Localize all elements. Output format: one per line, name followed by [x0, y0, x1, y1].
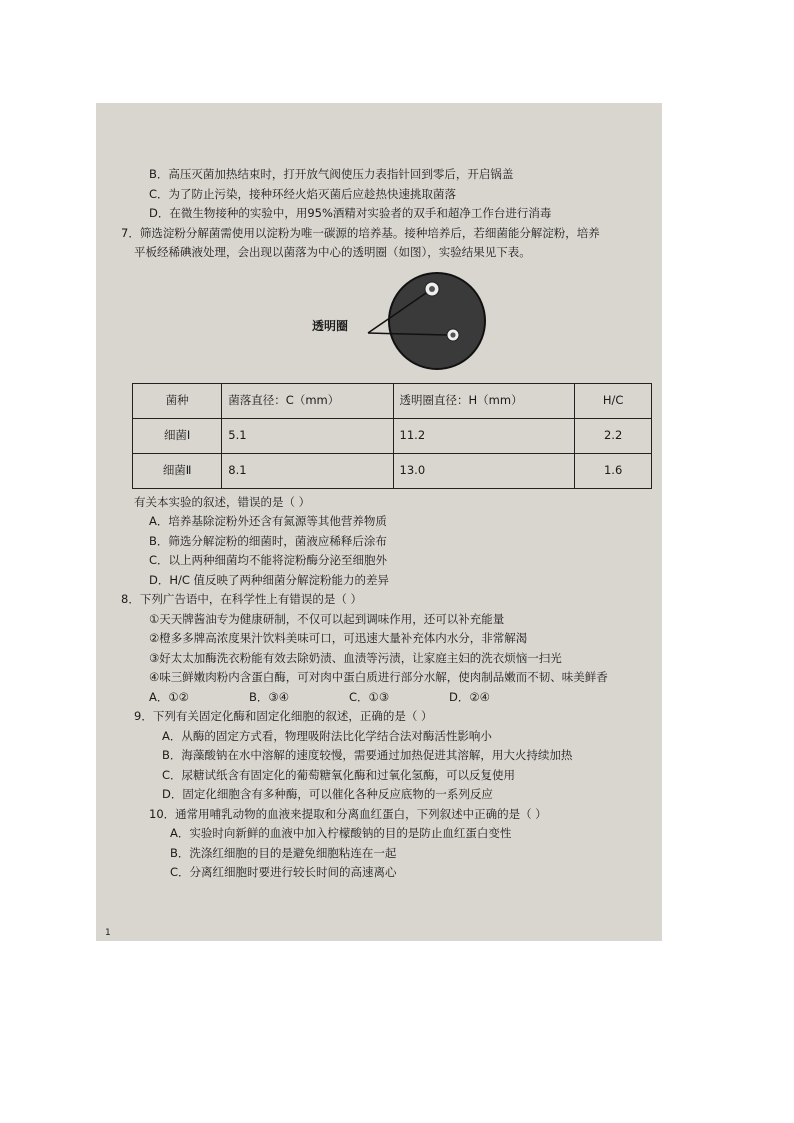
table-row: [133, 453, 652, 488]
petri-dish-diagram: [134, 269, 654, 379]
q10-option-b: B．洗涤红细胞的目的是避免细胞粘连在一起: [170, 845, 397, 860]
q7-figure: [134, 269, 654, 379]
q9-option-a: A．从酶的固定方式看，物理吸附法比化学结合法对酶活性影响小: [162, 728, 492, 743]
q7-question: 有关本实验的叙述，错误的是（ ）: [134, 494, 311, 509]
q6-option-d: D．在微生物接种的实验中，用95%酒精对实验者的双手和超净工作台进行消毒: [149, 206, 552, 220]
exam-page: [96, 103, 662, 941]
colony-1: [429, 286, 435, 292]
table-header: 透明圈直径：H（mm）: [393, 383, 575, 418]
q7-option-d: D．H/C 值反映了两种细菌分解淀粉能力的差异: [149, 572, 390, 587]
figure-label: 透明圈: [312, 318, 349, 333]
table-cell: 5.1: [222, 418, 393, 453]
table-cell: 13.0: [393, 453, 575, 488]
page-number: 1: [105, 928, 111, 938]
q8-option-c: C．①③: [349, 689, 390, 704]
q8-option-a: A．①②: [149, 689, 189, 704]
q8-item-3: ③好太太加酶洗衣粉能有效去除奶渍、血渍等污渍，让家庭主妇的洗衣烦恼一扫光: [149, 650, 562, 665]
q6-option-b: B．高压灭菌加热结束时，打开放气阀使压力表指针回到零后，开启锅盖: [149, 167, 514, 181]
table-header: 菌落直径：C（mm）: [222, 383, 393, 418]
q8-option-b: B．③④: [249, 689, 290, 704]
q10-option-c: C．分离红细胞时要进行较长时间的高速离心: [170, 865, 397, 879]
table-cell: 2.2: [575, 418, 652, 453]
q9-option-d: D．固定化细胞含有多种酶，可以催化各种反应底物的一系列反应: [162, 787, 493, 801]
table-header: 菌种: [133, 383, 222, 418]
q8-stem: 8．下列广告语中，在科学性上有错误的是（ ）: [121, 592, 362, 606]
results-table: [132, 383, 652, 489]
q7-option-c: C．以上两种细菌均不能将淀粉酶分泌至细胞外: [149, 553, 388, 567]
q7-option-b: B．筛选分解淀粉的细菌时，菌液应稀释后涂布: [149, 533, 387, 548]
q9-option-c: C．尿糖试纸含有固定化的葡萄糖氧化酶和过氧化氢酶，可以反复使用: [162, 767, 516, 782]
q8-options: [134, 688, 654, 708]
q8-item-1: ①天天牌酱油专为健康研制，不仅可以起到调味作用，还可以补充能量: [149, 611, 505, 626]
table-cell: 11.2: [393, 418, 575, 453]
q9-option-b: B．海藻酸钠在水中溶解的速度较慢，需要通过加热促进其溶解，用大火持续加热: [162, 748, 573, 762]
table-row: [133, 418, 652, 453]
q7-stem-line1: 7．筛选淀粉分解菌需使用以淀粉为唯一碳源的培养基。接种培养后，若细菌能分解淀粉，培养: [121, 225, 600, 240]
q8-option-d: D．②④: [449, 689, 490, 704]
table-header-row: [133, 383, 652, 418]
table-cell: 8.1: [222, 453, 393, 488]
table-cell: 细菌Ⅰ: [133, 418, 222, 453]
q8-item-4: ④味三鲜嫩肉粉内含蛋白酶，可对肉中蛋白质进行部分水解，使肉制品嫩而不韧、味美鲜香: [149, 670, 608, 684]
table-cell: 1.6: [575, 453, 652, 488]
q7-option-a: A．培养基除淀粉外还含有氮源等其他营养物质: [149, 514, 387, 528]
table-header: H/C: [575, 383, 652, 418]
q7-stem-line2: 平板经稀碘液处理，会出现以菌落为中心的透明圈（如图），实验结果见下表。: [134, 245, 531, 259]
q6-option-c: C．为了防止污染，接种环经火焰灭菌后应趁热快速挑取菌落: [149, 186, 457, 201]
q10-option-a: A．实验时向新鲜的血液中加入柠檬酸钠的目的是防止血红蛋白变性: [170, 826, 512, 840]
table-cell: 细菌Ⅱ: [133, 453, 222, 488]
q8-item-2: ②橙多多牌高浓度果汁饮料美味可口，可迅速大量补充体内水分，非常解渴: [149, 631, 528, 645]
q10-stem: 10．通常用哺乳动物的血液来提取和分离血红蛋白，下列叙述中正确的是（ ）: [149, 806, 547, 821]
q9-stem: 9．下列有关固定化酶和固定化细胞的叙述，正确的是（ ）: [134, 709, 433, 723]
colony-2: [450, 332, 455, 337]
page-content: [121, 165, 654, 883]
